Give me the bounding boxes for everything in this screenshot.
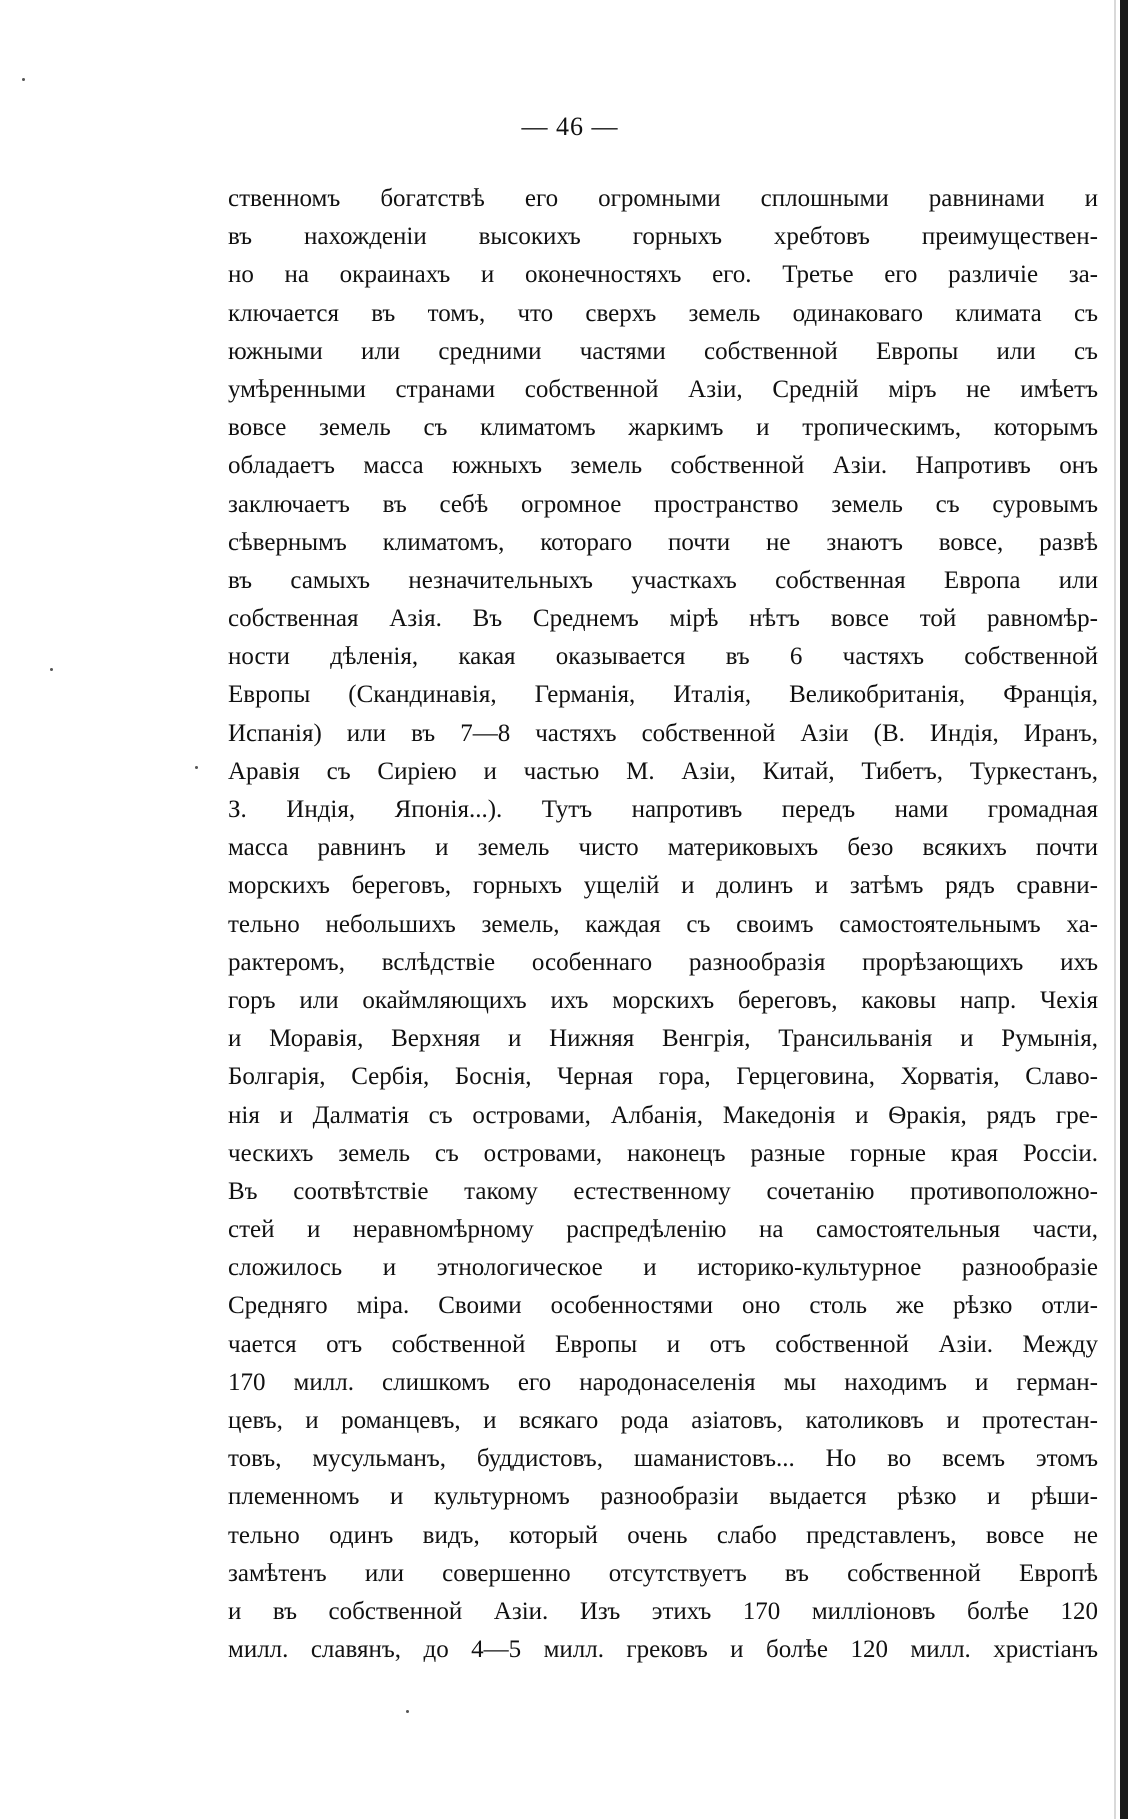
text-line: ственномъ богатствѣ его огромными сплошными равнинами и <box>228 185 1098 212</box>
text-line: но на окраинахъ и оконечностяхъ его. Третье его различіе за- <box>228 261 1098 289</box>
text-line: заключаетъ въ себѣ огромное пространство земель съ суровымъ <box>228 490 1098 518</box>
text-line: цевъ, и романцевъ, и всякаго рода азіатовъ, католиковъ и протестан- <box>228 1407 1098 1434</box>
text-line: тельно небольшихъ земель, каждая съ своимъ самостоятельнымъ ха- <box>228 910 1098 938</box>
text-line: замѣтенъ или совершенно отсутствуетъ въ собственной Европѣ <box>228 1559 1098 1587</box>
text-line: Болгарія, Сербія, Боснія, Черная гора, Герцеговина, Хорватія, Славо- <box>228 1063 1098 1091</box>
speck-2 <box>50 668 53 671</box>
text-line: милл. славянъ, до 4—5 милл. грековъ и болѣе 120 милл. христіанъ <box>228 1636 1098 1664</box>
text-line: южными или средними частями собственной Европы или съ <box>228 337 1098 365</box>
text-line: нія и Далматія съ островами, Албанія, Македонія и Ѳракія, рядъ гре- <box>228 1101 1098 1129</box>
speck-4 <box>406 1710 409 1713</box>
text-line: товъ, мусульманъ, буддистовъ, шаманистовъ... Но во всемъ этомъ <box>228 1445 1098 1473</box>
text-line: племенномъ и культурномъ разнообразіи выдается рѣзко и рѣши- <box>228 1483 1098 1511</box>
text-line: тельно одинъ видъ, который очень слабо представленъ, вовсе не <box>228 1521 1098 1549</box>
text-line: 170 милл. слишкомъ его народонаселенія мы находимъ и герман- <box>228 1368 1098 1396</box>
text-line: рактеромъ, вслѣдствіе особеннаго разнообразія прорѣзающихъ ихъ <box>228 948 1098 976</box>
text-line: горъ или окаймляющихъ ихъ морскихъ береговъ, каковы напр. Чехія <box>228 986 1098 1014</box>
text-line: сложилось и этнологическое и историко-культурное разнообразіе <box>228 1254 1098 1282</box>
text-line: вовсе земель съ климатомъ жаркимъ и тропическимъ, которымъ <box>228 414 1098 442</box>
text-line: стей и неравномѣрному распредѣленію на самостоятельныя части, <box>228 1216 1098 1244</box>
text-line: Испанія) или въ 7—8 частяхъ собственной Азіи (В. Индія, Иранъ, <box>228 719 1098 747</box>
text-line: З. Индія, Японія...). Тутъ напротивъ передъ нами громадная <box>228 796 1098 823</box>
text-line: ности дѣленія, какая оказывается въ 6 частяхъ собственной <box>228 643 1098 671</box>
text-line: Европы (Скандинавія, Германія, Италія, Великобританія, Франція, <box>228 681 1098 709</box>
text-line: и въ собственной Азіи. Изъ этихъ 170 милліоновъ болѣе 120 <box>228 1597 1098 1625</box>
text-line: собственная Азія. Въ Среднемъ мірѣ нѣтъ вовсе той равномѣр- <box>228 605 1098 633</box>
page-edge-shade <box>1114 0 1116 1819</box>
text-line: ключается въ томъ, что сверхъ земель одинаковаго климата съ <box>228 299 1098 327</box>
body-text <box>228 180 1098 1669</box>
text-line: и Моравія, Верхняя и Нижняя Венгрія, Трансильванія и Румынія, <box>228 1025 1098 1053</box>
text-line: обладаетъ масса южныхъ земель собственной Азіи. Напротивъ онъ <box>228 452 1098 480</box>
text-line: сѣвернымъ климатомъ, котораго почти не знаютъ вовсе, развѣ <box>228 528 1098 556</box>
text-line: Аравія съ Сиріею и частью М. Азіи, Китай, Тибетъ, Туркестанъ, <box>228 757 1098 785</box>
text-line: Въ соотвѣтствіе такому естественному сочетанію противоположно- <box>228 1177 1098 1205</box>
text-line: въ самыхъ незначительныхъ участкахъ собственная Европа или <box>228 566 1098 594</box>
text-line: морскихъ береговъ, горныхъ ущелій и долинъ и затѣмъ рядъ сравни- <box>228 872 1098 900</box>
text-line: ческихъ земель съ островами, наконецъ разные горные края Россіи. <box>228 1139 1098 1167</box>
text-line: масса равнинъ и земель чисто материковыхъ безо всякихъ почти <box>228 834 1098 862</box>
page-edge-bar <box>1120 0 1128 1819</box>
text-line: умѣренными странами собственной Азіи, Средній міръ не имѣетъ <box>228 375 1098 403</box>
speck-3 <box>195 766 198 769</box>
page-number: — 46 — <box>521 112 619 141</box>
text-line: Средняго міра. Своими особенностями оно столь же рѣзко отли- <box>228 1292 1098 1320</box>
speck-1 <box>22 78 25 81</box>
text-line: чается отъ собственной Европы и отъ собственной Азіи. Между <box>228 1330 1098 1358</box>
text-line: въ нахожденіи высокихъ горныхъ хребтовъ преимуществен- <box>228 223 1098 251</box>
